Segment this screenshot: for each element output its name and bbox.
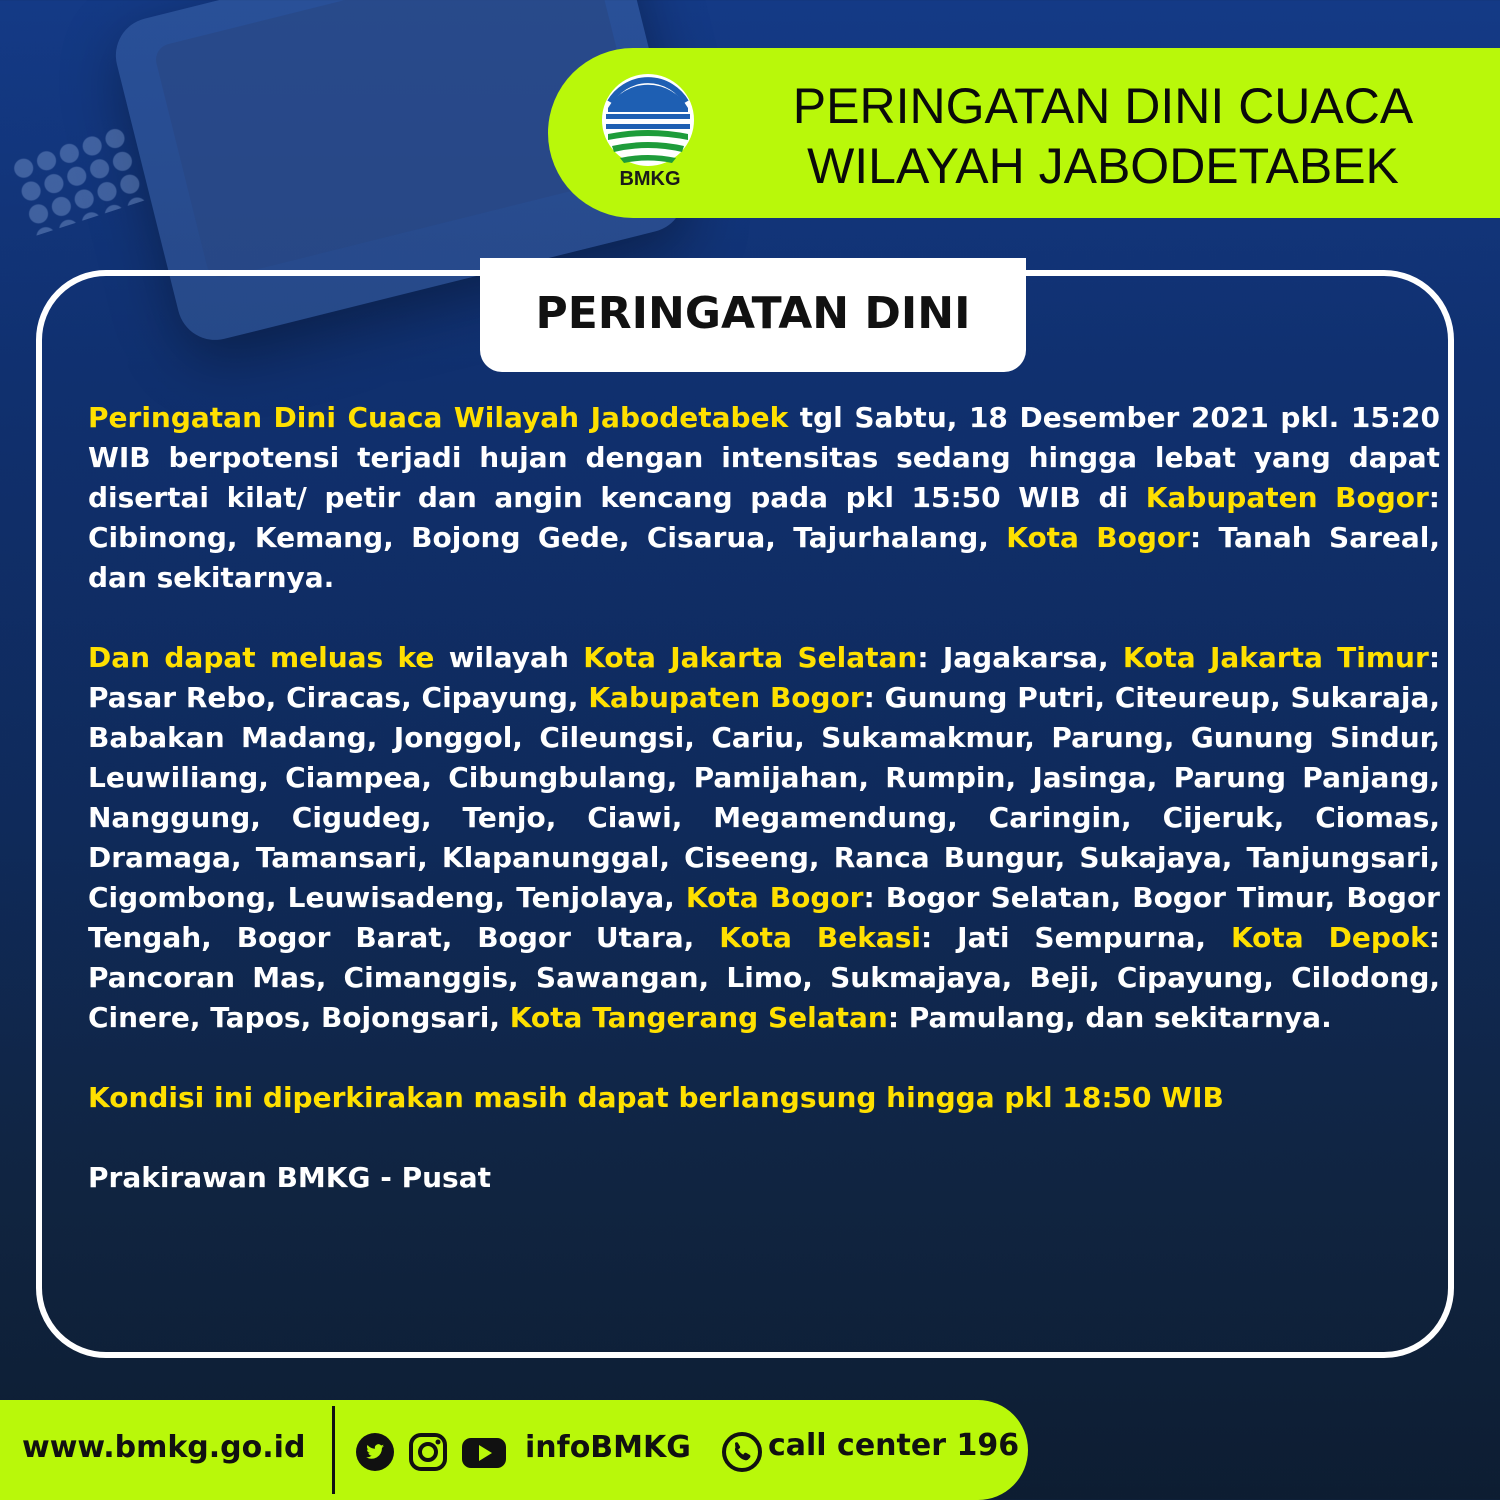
social-handle[interactable]: infoBMKG [525, 1430, 691, 1465]
highlighted-location: Kota Tangerang Selatan [509, 1001, 888, 1034]
paragraph-text: : Bogor Selatan, Bogor Timur, Bogor Tengah, Bogor Barat, Bogor Utara, [88, 881, 1440, 954]
duration-note: Kondisi ini diperkirakan masih dapat berlangsung hingga pkl 18:50 WIB [88, 1081, 1224, 1114]
warning-paragraph-2 [88, 638, 1440, 1038]
paragraph-text: : Pasar Rebo, Ciracas, Cipayung, [88, 641, 1441, 714]
paragraph-text: : Jagakarsa, [917, 641, 1123, 674]
call-center-label[interactable]: call center 196 [768, 1428, 1020, 1463]
warning-content [88, 398, 1440, 1238]
highlighted-location: Kota Bogor [685, 881, 864, 914]
highlighted-location: Kota Depok [1230, 921, 1429, 954]
highlighted-location: Kabupaten Bogor [588, 681, 864, 714]
highlighted-location: Kota Bogor [1006, 521, 1190, 554]
page-title [788, 76, 1418, 196]
twitter-icon[interactable] [355, 1432, 395, 1472]
website-link[interactable]: www.bmkg.go.id [22, 1430, 306, 1465]
card-title: PERINGATAN DINI [535, 288, 971, 339]
paragraph-text: : Gunung Putri, Citeureup, Sukaraja, Babakan Madang, Jonggol, Cileungsi, Cariu, Sukamakmur, Parung, Gunung Sindur, Leuwiliang, Ciampea, Cibungbulang, Pamijahan, Rumpin, Jasinga, Parung Panjang, Nanggung, Cigudeg, Tenjo, Ciawi, Megamendung, Caringin, Cijeruk, Ciomas, Dramaga, Tamansari, Klapanunggal, Ciseeng, Ranca Bungur, Sukajaya, Tanjungsari, Cigombong, Leuwisadeng, Tenjolaya, [88, 681, 1440, 914]
highlighted-location: Kota Jakarta Timur [1122, 641, 1429, 674]
highlighted-location: Peringatan Dini Cuaca Wilayah Jabodetabek [88, 401, 789, 434]
paragraph-text: : Pamulang, dan sekitarnya. [887, 1001, 1332, 1034]
title-line-2: WILAYAH JABODETABEK [807, 138, 1399, 194]
paragraph-text: : Pancoran Mas, Cimanggis, Sawangan, Limo, Sukmajaya, Beji, Cipayung, Cilodong, Cinere, Tapos, Bojongsari, [88, 921, 1440, 1034]
card-tab [480, 258, 1026, 372]
phone-icon [722, 1432, 762, 1472]
highlighted-location: Dan dapat meluas ke [88, 641, 435, 674]
highlighted-location: Kota Bekasi [719, 921, 922, 954]
paragraph-text: : Tanah Sareal, dan sekitarnya. [88, 521, 1441, 594]
header-banner [548, 48, 1500, 218]
paragraph-text: : Jati Sempurna, [921, 921, 1231, 954]
warning-paragraph-1 [88, 398, 1440, 598]
title-line-1: PERINGATAN DINI CUACA [792, 78, 1414, 134]
paragraph-text: tgl Sabtu, 18 Desember 2021 pkl. 15:20 WIB berpotensi terjadi hujan dengan intensitas sedang hingga lebat yang dapat disertai kilat/ petir dan angin kencang pada pkl 15:50 WIB di [88, 401, 1440, 514]
forecaster-signature: Prakirawan BMKG - Pusat [88, 1161, 491, 1194]
paragraph-text: : Cibinong, Kemang, Bojong Gede, Cisarua, Tajurhalang, [88, 481, 1440, 554]
footer-divider [332, 1406, 335, 1494]
instagram-icon[interactable] [408, 1432, 448, 1472]
logo-label: BMKG [619, 168, 681, 190]
footer-bar [0, 1400, 1028, 1500]
highlighted-location: Kabupaten Bogor [1145, 481, 1429, 514]
highlighted-location: Kota Jakarta Selatan [583, 641, 918, 674]
paragraph-text: wilayah [434, 641, 584, 674]
background-keypad-dots [9, 123, 148, 236]
youtube-icon[interactable] [461, 1432, 507, 1472]
